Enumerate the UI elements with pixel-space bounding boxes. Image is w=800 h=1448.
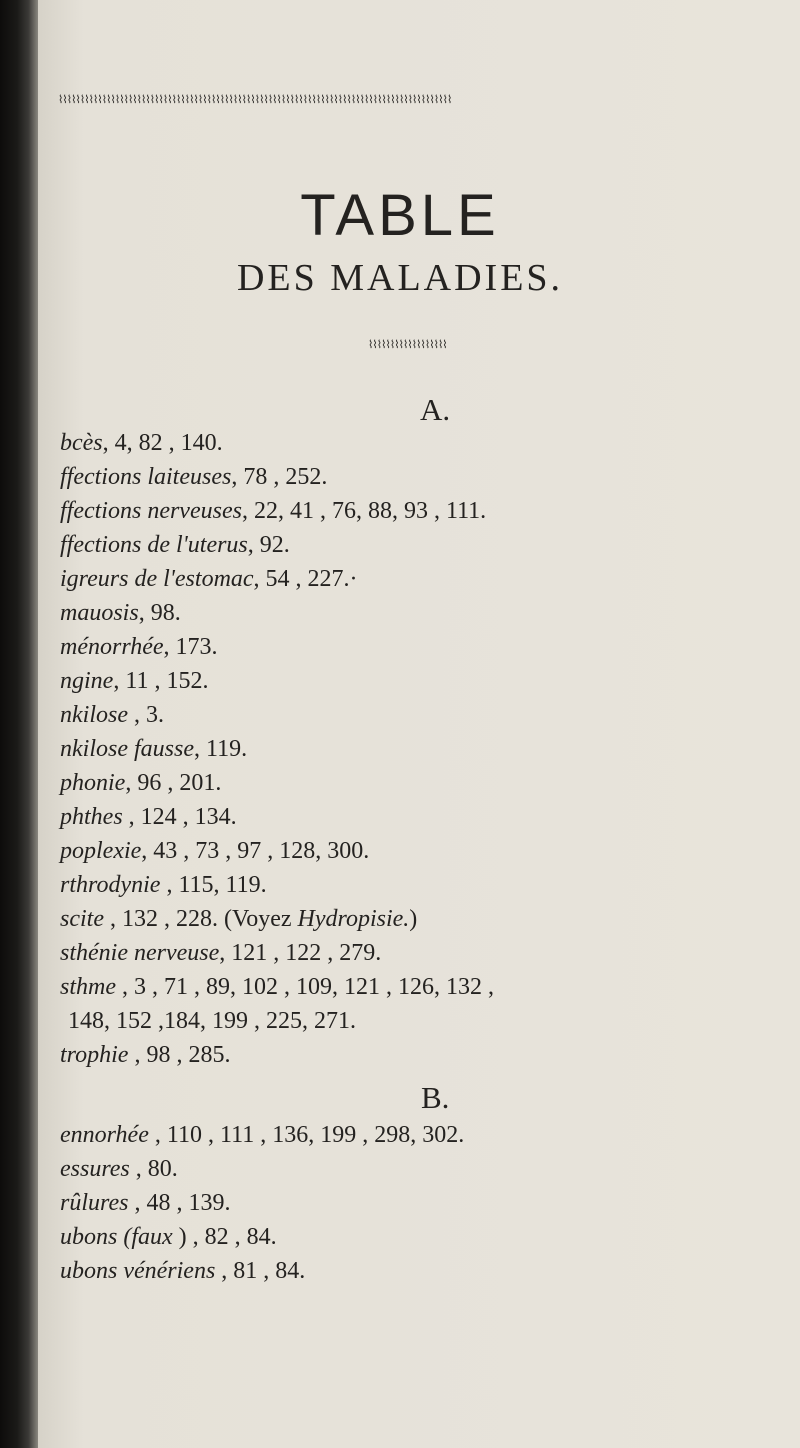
index-entry: sthme , 3 , 71 , 89, 102 , 109, 121 , 126, 132 , xyxy=(60,974,494,1000)
index-entry-continuation: 148, 152 ,184, 199 , 225, 271. xyxy=(68,1008,356,1034)
index-entry: ffections de l'uterus, 92. xyxy=(60,532,290,558)
index-entry: ngine, 11 , 152. xyxy=(60,668,209,694)
index-entry: scite , 132 , 228. (Voyez Hydropisie.) xyxy=(60,906,418,932)
index-entry: sthénie nerveuse, 121 , 122 , 279. xyxy=(60,940,382,966)
section-letter-a: A. xyxy=(420,392,451,427)
index-entry: essures , 80. xyxy=(60,1156,178,1182)
index-entry: rthrodynie , 115, 119. xyxy=(60,872,267,898)
index-entry: ubons vénériens , 81 , 84. xyxy=(60,1258,306,1284)
page-title: TABLE xyxy=(300,183,500,248)
index-entry: rûlures , 48 , 139. xyxy=(60,1190,231,1216)
index-entry: nkilose fausse, 119. xyxy=(60,736,248,762)
index-entry: bcès, 4, 82 , 140. xyxy=(60,430,223,456)
index-entry: ennorhée , 110 , 111 , 136, 199 , 298, 302. xyxy=(60,1122,465,1148)
index-entry: phonie, 96 , 201. xyxy=(60,770,222,796)
index-entry: ffections laiteuses, 78 , 252. xyxy=(60,464,328,490)
index-entry: igreurs de l'estomac, 54 , 227.· xyxy=(60,566,358,592)
index-entry: poplexie, 43 , 73 , 97 , 128, 300. xyxy=(60,838,370,864)
index-entry: phthes , 124 , 134. xyxy=(60,804,237,830)
index-entry: trophie , 98 , 285. xyxy=(60,1042,231,1068)
index-entry: ménorrhée, 173. xyxy=(60,634,218,660)
divider-ornament: ⌇⌇⌇⌇⌇⌇⌇⌇⌇⌇⌇⌇⌇⌇⌇⌇⌇⌇ xyxy=(368,338,447,351)
index-entry: nkilose , 3. xyxy=(60,702,164,728)
page-subtitle: DES MALADIES. xyxy=(236,257,564,299)
index-entry: ffections nerveuses, 22, 41 , 76, 88, 93 , 111. xyxy=(60,498,487,524)
index-entry: mauosis, 98. xyxy=(60,600,181,626)
section-letter-b: B. xyxy=(421,1080,450,1115)
index-entry: ubons (faux ) , 82 , 84. xyxy=(60,1224,277,1250)
top-ornament-rule: ⌇⌇⌇⌇⌇⌇⌇⌇⌇⌇⌇⌇⌇⌇⌇⌇⌇⌇⌇⌇⌇⌇⌇⌇⌇⌇⌇⌇⌇⌇⌇⌇⌇⌇⌇⌇⌇⌇⌇⌇⌇⌇⌇⌇⌇⌇⌇⌇⌇⌇⌇⌇⌇⌇⌇⌇⌇⌇⌇⌇⌇⌇⌇⌇⌇⌇⌇⌇⌇⌇⌇⌇⌇⌇⌇⌇⌇⌇⌇⌇⌇⌇⌇⌇⌇⌇⌇⌇⌇⌇ xyxy=(58,93,452,106)
